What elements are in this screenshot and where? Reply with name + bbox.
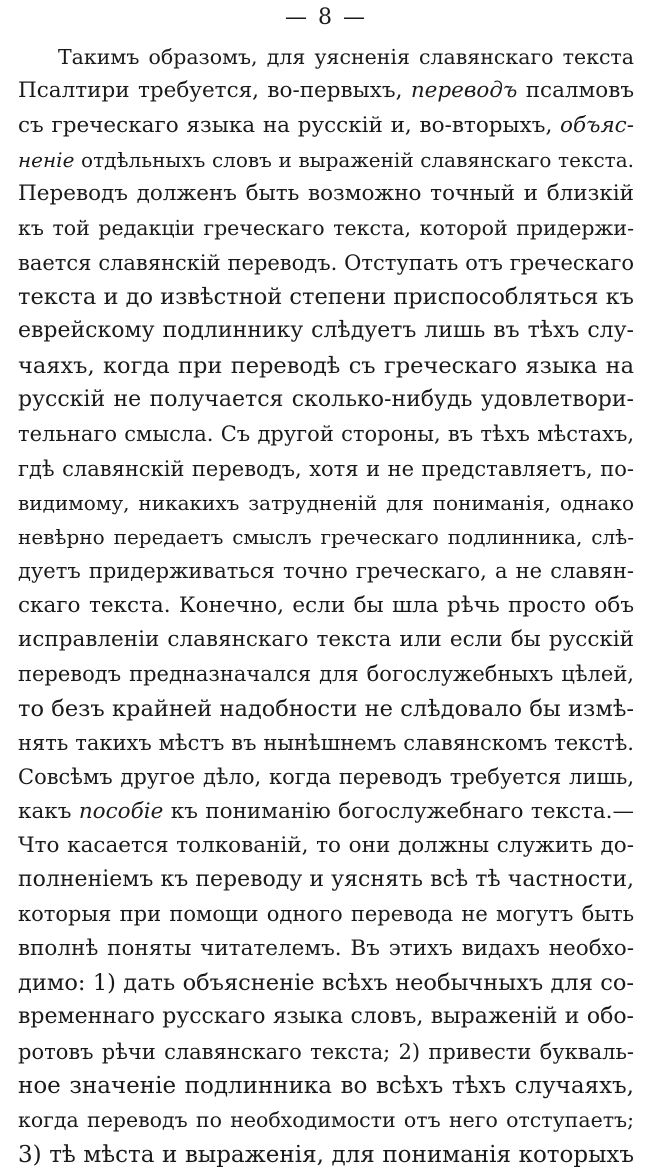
text-segment: русскій не получается сколько-нибудь удовлетвори- [18,386,634,412]
text-line [18,897,634,931]
page-number: — 8 — [285,5,367,30]
text-segment: переводъ предназначался для богослужебныхъ цѣлей, [18,662,634,687]
text-segment: вполнѣ поняты читателемъ. Въ этихъ видахъ необхо- [18,935,634,961]
text-line [18,1000,634,1034]
text-line [18,520,634,554]
text-line [18,486,634,520]
text-segment: текста и до извѣстной степени приспособляться къ [18,284,634,311]
text-segment: Что касается толкованій, то они должны служить до- [18,832,634,858]
italic-text-segment: переводъ [410,78,518,104]
text-segment: вается славянскій переводъ. Отступать отъ греческаго [18,250,634,275]
text-segment: чаяхъ, когда при переводѣ съ греческаго языка на [18,352,634,379]
text-segment: къ пониманію богослужебнаго текста.— [163,798,634,824]
text-line [18,1069,634,1103]
text-segment: тельнаго смысла. Съ другой стороны, въ тѣхъ мѣстахъ, [18,422,634,447]
text-segment: видимому, никакихъ затрудненій для пониманія, однако [18,490,634,515]
text-segment: отдѣльныхъ словъ и выраженій славянскаго текста. [74,147,634,172]
text-segment: Такимъ образомъ, для уясненія славянскаго текста [58,45,634,69]
text-segment: гдѣ славянскій переводъ, хотя и не представляетъ, по- [18,456,634,481]
text-line [18,1103,634,1137]
text-segment: 3) тѣ мѣста и выраженія, для пониманія которыхъ [18,1141,634,1168]
text-line [18,314,634,348]
text-line [18,760,634,794]
italic-text-segment: неніе [18,147,75,172]
text-line [18,109,634,143]
text-segment: къ той редакціи греческаго текста, которой придержи- [18,216,634,241]
text-line [18,692,634,726]
text-line [18,1138,634,1172]
text-segment: скаго текста. Конечно, если бы шла рѣчь просто объ [18,592,634,618]
text-line [18,246,634,280]
text-segment: Совсѣмъ другое дѣло, когда переводъ требуется лишь, [18,765,634,790]
text-segment: временнаго русскаго языка словъ, выраженій и обо- [18,1004,634,1030]
text-segment: ное значеніе подлинника во всѣхъ тѣхъ случаяхъ, [18,1072,634,1099]
text-line [18,40,634,74]
text-line [18,726,634,760]
text-line [18,383,634,417]
text-line [18,177,634,211]
body-text [18,40,634,1172]
text-line [18,211,634,245]
text-segment: ротовъ рѣчи славянскаго текста; 2) привести букваль- [18,1039,634,1064]
text-line [18,932,634,966]
text-line [18,623,634,657]
text-segment: невѣрно передаетъ смыслъ греческаго подлинника, слѣ- [18,525,634,550]
text-line [18,589,634,623]
text-segment: псалмовъ [517,78,634,104]
text-line [18,280,634,314]
text-line [18,74,634,108]
text-segment: нять такихъ мѣстъ въ нынѣшнемъ славянскомъ текстѣ. [18,730,634,755]
text-line [18,349,634,383]
text-segment: какъ [18,798,79,824]
text-line [18,795,634,829]
text-line [18,863,634,897]
text-segment: то безъ крайней надобности не слѣдовало бы измѣ- [18,695,634,722]
text-segment: Псалтири требуется, во-первыхъ, [18,78,411,104]
text-segment: исправленіи славянскаго текста или если бы русскій [18,627,634,653]
text-segment: полненіемъ къ переводу и уяснять всѣ тѣ частности, [18,867,634,893]
text-segment: Переводъ долженъ быть возможно точный и близкій [18,181,634,207]
text-segment: когда переводъ по необходимости отъ него отступаетъ; [18,1108,634,1133]
text-segment: съ греческаго языка на русскій и, во-вторыхъ, [18,112,561,138]
text-segment: еврейскому подлиннику слѣдуетъ лишь въ тѣхъ слу- [18,318,634,344]
text-segment: которыя при помощи одного перевода не могутъ быть [18,902,634,927]
text-line [18,829,634,863]
text-segment: дуетъ придерживаться точно греческаго, а не славян- [18,559,634,584]
text-line [18,417,634,451]
text-line [18,1035,634,1069]
italic-text-segment: пособіе [78,798,164,824]
text-line [18,966,634,1000]
text-line [18,657,634,691]
text-line [18,452,634,486]
italic-text-segment: объяс- [560,112,634,138]
text-line [18,143,634,177]
text-segment: димо: 1) дать объясненіе всѣхъ необычныхъ для со- [18,970,634,997]
text-line [18,554,634,588]
